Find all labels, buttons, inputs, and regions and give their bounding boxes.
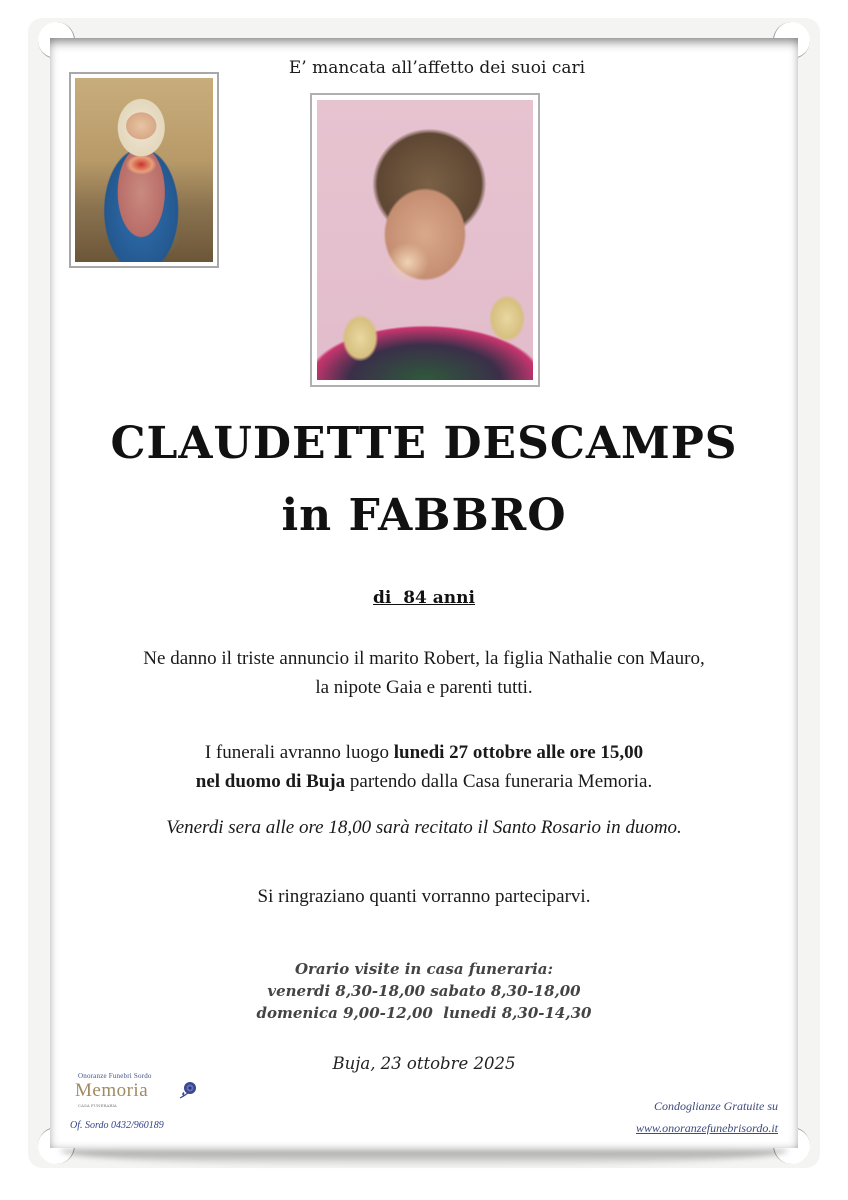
rose-icon xyxy=(178,1080,198,1100)
deceased-married-name: in FABBRO xyxy=(281,490,567,541)
visiting-hours xyxy=(50,958,798,1024)
condolences-block xyxy=(636,1095,778,1139)
sacred-heart-image xyxy=(75,78,213,262)
place-date: Buja, 23 ottobre 2025 xyxy=(332,1054,516,1073)
family-announcement xyxy=(50,644,798,702)
logo-top-text: Onoranze Funebri Sordo xyxy=(78,1072,152,1080)
family-line-1: Ne danno il triste annuncio il marito Robert, la figlia Nathalie con Mauro, xyxy=(143,648,705,669)
portrait-frame xyxy=(310,93,540,387)
deceased-name: CLAUDETTE DESCAMPS xyxy=(110,418,738,469)
funeral-suffix: partendo dalla Casa funeraria Memoria. xyxy=(345,771,653,792)
funeral-details xyxy=(50,738,798,796)
obituary-notice xyxy=(50,38,798,1148)
age-text: di 84 anni xyxy=(373,588,475,608)
funeral-home-phone: Of. Sordo 0432/960189 xyxy=(70,1120,164,1131)
funeral-location: nel duomo di Buja xyxy=(195,771,346,792)
funeral-date-time: lunedi 27 ottobre alle ore 15,00 xyxy=(393,742,644,763)
thanks-text: Si ringraziano quanti vorranno parteciparvi. xyxy=(257,886,591,907)
funeral-home-logo xyxy=(70,1068,210,1138)
deceased-portrait xyxy=(317,100,533,380)
rosary-text: Venerdi sera alle ore 18,00 sarà recitato il Santo Rosario in duomo. xyxy=(166,817,682,838)
funeral-line-1 xyxy=(50,738,798,767)
condolences-link[interactable]: www.onoranzefunebrisordo.it xyxy=(635,1121,778,1135)
intro-text: E’ mancata all’affetto dei suoi cari xyxy=(288,58,586,78)
family-line-2: la nipote Gaia e parenti tutti. xyxy=(315,677,533,698)
visiting-hours-title: Orario visite in casa funeraria: xyxy=(294,960,554,978)
funeral-line-2 xyxy=(50,767,798,796)
visiting-hours-line-1: venerdi 8,30-18,00 sabato 8,30-18,00 xyxy=(267,982,581,1000)
condolences-label: Condoglianze Gratuite su xyxy=(653,1099,778,1113)
logo-main-text: Memoria xyxy=(75,1080,149,1101)
visiting-hours-line-2: domenica 9,00-12,00 lunedi 8,30-14,30 xyxy=(256,1004,592,1022)
logo-sub-text: CASA FUNERARIA xyxy=(78,1103,117,1108)
funeral-prefix: I funerali avranno luogo xyxy=(204,742,394,763)
religious-image-frame xyxy=(69,72,219,268)
